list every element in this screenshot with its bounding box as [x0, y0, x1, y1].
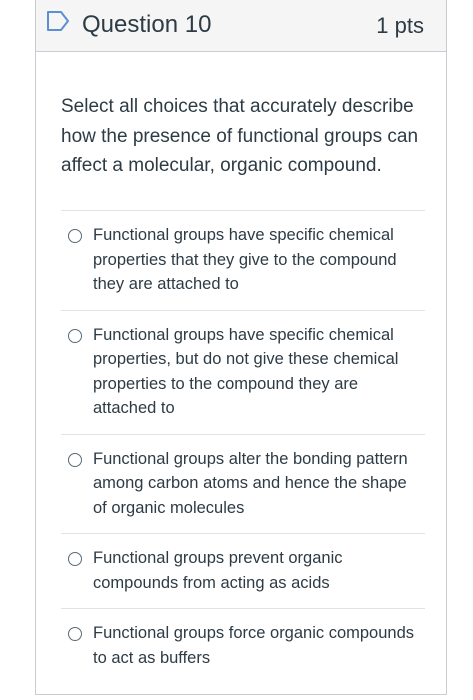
checkbox-icon[interactable]	[68, 453, 82, 467]
question-points: 1 pts	[376, 13, 424, 38]
question-prompt: Select all choices that accurately describe how the presence of functional groups can affect a molecular, organic compound.	[61, 96, 419, 176]
answer-label: Functional groups force organic compounds to act as buffers	[93, 624, 415, 667]
answer-label: Functional groups have specific chemical properties, but do not give these chemical properties to the compound they are attached to	[93, 325, 399, 417]
answer-list	[61, 210, 425, 683]
answer-label: Functional groups prevent organic compounds from acting as acids	[93, 549, 343, 592]
question-card	[35, 0, 447, 695]
answer-option[interactable]	[61, 434, 425, 534]
answer-option[interactable]	[61, 608, 425, 683]
checkbox-icon[interactable]	[68, 229, 82, 243]
answer-option[interactable]	[61, 310, 425, 434]
answer-option[interactable]	[61, 533, 425, 608]
answer-option[interactable]	[61, 210, 425, 310]
answer-label: Functional groups alter the bonding pattern among carbon atoms and hence the shape of organic molecules	[93, 449, 408, 517]
flag-icon[interactable]	[46, 10, 72, 32]
checkbox-icon[interactable]	[68, 552, 82, 566]
checkbox-icon[interactable]	[68, 329, 82, 343]
question-title: Question 10	[82, 11, 212, 38]
checkbox-icon[interactable]	[68, 627, 82, 641]
answer-label: Functional groups have specific chemical properties that they give to the compound they are attached to	[93, 226, 397, 293]
question-header	[36, 0, 446, 52]
